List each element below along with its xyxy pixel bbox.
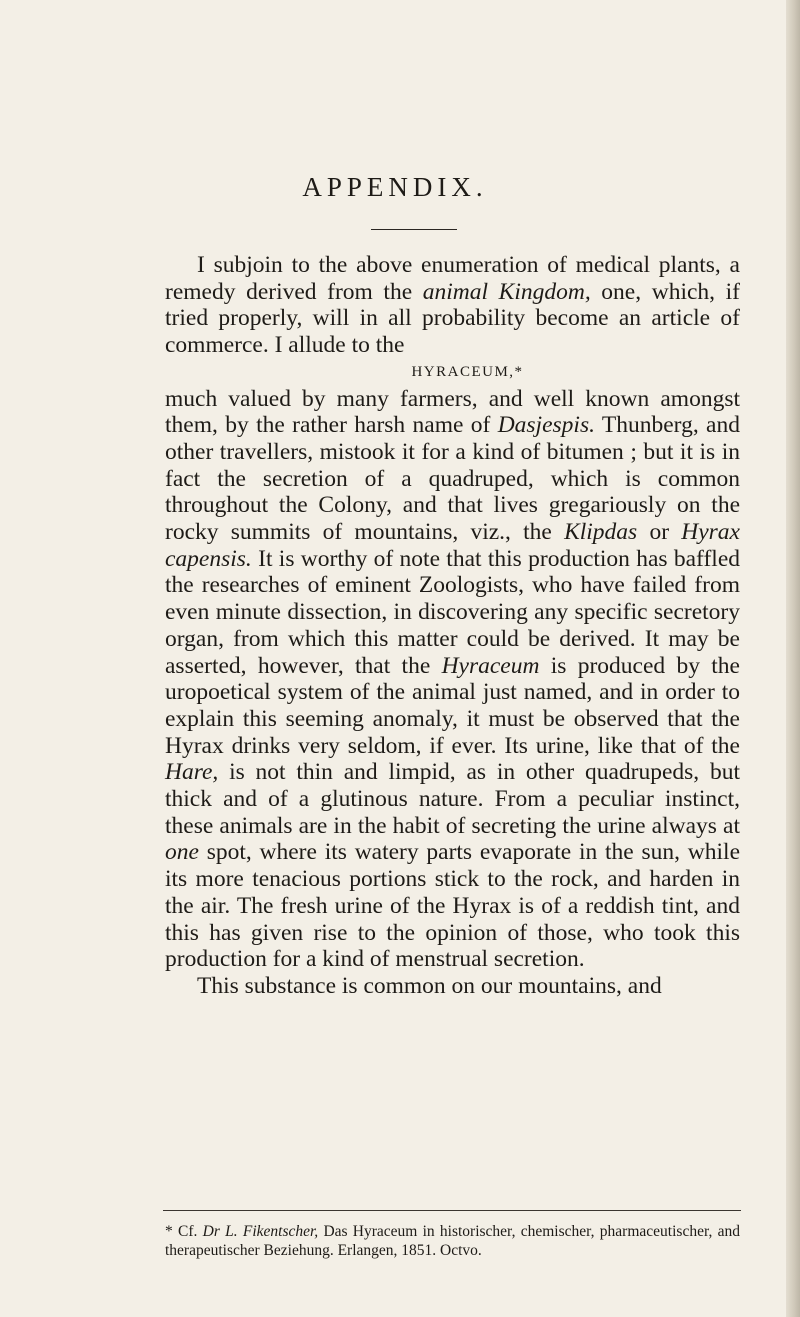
footnote [165,1223,740,1260]
p1-after3: It is worthy of note that this production has baffled the researches of eminent Zoologists, who have failed from even minute dissection, in discovering any specific secretory organ, from which this matter could be derived. It may be asserted, however, that the [165,545,740,679]
p1-animal-kingdom: animal Kingdom, [422,278,591,305]
page-heading: APPENDIX. [302,172,488,202]
footnote-author: Dr L. Fikentscher, [202,1223,319,1240]
body-text [165,252,740,1000]
p1-dasjespis: Dasjespis. [497,412,595,439]
p1-after6: spot, where its watery parts evaporate in the sun, while its more tenacious portions stick to the rock, and harden in the air. The fresh urine of the Hyrax is of a reddish tint, and this has given rise to the opinion of those, who took this production for a kind of menstrual secretion. [165,839,740,973]
p1-after4: is produced by the uropoetical system of the animal just named, and in order to explain this seeming anomaly, it must be observed that the Hyrax drinks very seldom, if ever. Its urine, like that of the [165,652,740,759]
p1-hyrax-capensis: Hyrax capensis. [165,519,740,572]
footnote-rest: Das Hyraceum in historischer, chemischer, pharmaceutischer, and therapeutischer Beziehung. Erlangen, 1851. Octvo. [165,1223,740,1259]
p1-after1: much valued by many farmers, and well known amongst them, by the rather harsh name of [165,385,740,439]
p1-intro: I subjoin to the above enumeration of medical plants, a remedy derived from the [165,252,740,305]
heading-rule [371,229,457,230]
p1-after2: Thunberg, and other travellers, mistook it for a kind of bitumen ; but it is in fact the secretion of a quadruped, which is common throughout the Colony, and that lives gregariously on the rocky summits of mountains, viz., the [165,412,740,546]
footnote-rule [163,1210,741,1211]
p1-or: or [637,519,682,546]
p1-one: one [165,839,199,866]
hyraceum-heading: HYRACEUM,* [411,363,524,380]
p1-hyraceum: Hyraceum [441,652,540,679]
p1-mid: one, which, if tried properly, will in all probability become an article of commerce. I allude to the [165,278,740,359]
paragraph-1 [165,252,740,359]
paragraph-1-continued [165,386,740,973]
p1-after5: is not thin and limpid, as in other quadrupeds, but thick and of a glutinous nature. From a peculiar instinct, these animals are in the habit of secreting the urine always at [165,759,740,839]
p1-hare: Hare, [165,759,219,786]
footnote-cf: * Cf. [165,1223,203,1240]
p1-klipdas: Klipdas [564,519,638,546]
paragraph-2: This substance is common on our mountains, and [197,972,662,999]
